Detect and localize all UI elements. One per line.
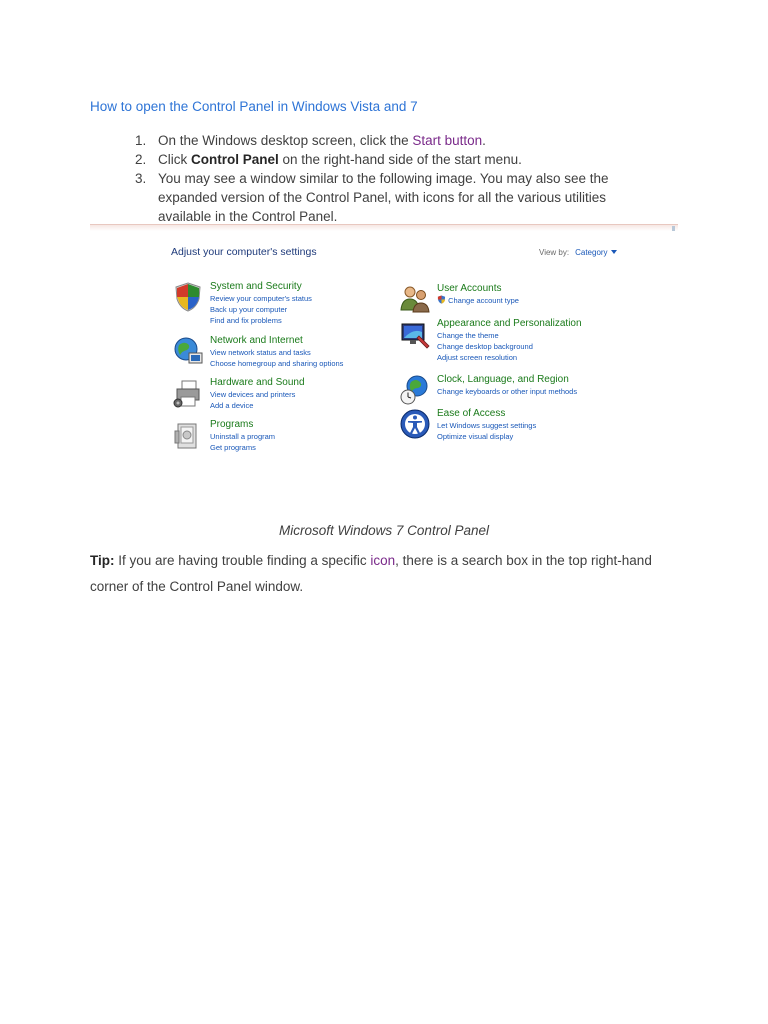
window-top-band <box>90 225 678 231</box>
page-heading: How to open the Control Panel in Windows Vista and 7 <box>90 99 418 114</box>
view-by-label: View by: <box>539 248 570 257</box>
category-link[interactable] <box>437 295 519 306</box>
start-button-link[interactable]: Start button <box>412 133 483 148</box>
clock-globe-icon <box>399 374 431 406</box>
category-title[interactable]: Programs <box>210 419 254 430</box>
category-link[interactable]: Get programs <box>210 443 256 452</box>
view-by-value[interactable]: Category <box>575 248 608 257</box>
list-item <box>90 169 650 226</box>
category-link[interactable]: Change desktop background <box>437 342 533 351</box>
category-link[interactable]: Change the theme <box>437 331 499 340</box>
tip-text: If you are having trouble finding a specific <box>114 553 371 568</box>
step-number: 2. <box>135 152 147 167</box>
category-link[interactable]: Let Windows suggest settings <box>437 421 537 430</box>
category-title[interactable]: Appearance and Personalization <box>437 318 582 329</box>
category-title[interactable]: Hardware and Sound <box>210 377 305 388</box>
icon-link[interactable]: icon <box>370 553 396 568</box>
category-link[interactable]: Choose homegroup and sharing options <box>210 359 344 368</box>
category-title[interactable]: System and Security <box>210 281 302 292</box>
figure-caption: Microsoft Windows 7 Control Panel <box>279 523 489 538</box>
printer-icon <box>172 377 204 409</box>
control-panel-title: Adjust your computer's settings <box>171 246 317 258</box>
category-link[interactable]: View network status and tasks <box>210 348 311 357</box>
view-by-control[interactable] <box>539 248 617 257</box>
step-number: 3. <box>135 171 147 186</box>
category-link[interactable]: Add a device <box>210 401 254 410</box>
step-text: You may see a window similar to the following image. You may also see the expanded version of the Control Panel, with icons for all the various utilities available in the Control Panel. <box>158 171 609 224</box>
tip-text: , there is a search box in the top right-hand corner of the Control Panel window. <box>90 553 652 594</box>
globe-network-icon <box>172 335 204 367</box>
list-item <box>90 131 650 150</box>
step-text: Click <box>158 152 191 167</box>
category-title[interactable]: Clock, Language, and Region <box>437 374 569 385</box>
category-link[interactable]: Find and fix problems <box>210 316 282 325</box>
window-edge-mark <box>672 226 675 231</box>
shield-icon <box>172 281 204 313</box>
tip-label: Tip: <box>90 553 115 568</box>
shield-icon <box>437 295 446 304</box>
category-link-text[interactable]: Change account type <box>448 296 519 305</box>
step-text: On the Windows desktop screen, click the <box>158 133 413 148</box>
category-link[interactable]: Back up your computer <box>210 305 288 314</box>
category-title[interactable]: Network and Internet <box>210 335 303 346</box>
monitor-icon <box>399 318 431 350</box>
ease-of-access-icon <box>399 408 431 440</box>
programs-icon <box>172 419 204 451</box>
step-number: 1. <box>135 133 147 148</box>
chevron-down-icon <box>611 250 617 254</box>
step-text: on the right-hand side of the start menu. <box>278 152 522 167</box>
category-title[interactable]: Ease of Access <box>437 408 506 419</box>
category-link[interactable]: Uninstall a program <box>210 432 276 441</box>
control-panel-screenshot <box>90 224 678 465</box>
users-icon <box>399 283 431 315</box>
category-link[interactable]: Review your computer's status <box>210 294 312 303</box>
step-text: . <box>482 133 486 148</box>
tip-paragraph <box>90 548 680 600</box>
list-item <box>90 150 650 169</box>
category-link[interactable]: Change keyboards or other input methods <box>437 387 578 396</box>
control-panel-bold: Control Panel <box>191 152 279 167</box>
steps-list <box>90 131 650 226</box>
category-title[interactable]: User Accounts <box>437 283 502 294</box>
category-link[interactable]: Adjust screen resolution <box>437 353 518 362</box>
category-link[interactable]: Optimize visual display <box>437 432 514 441</box>
category-link[interactable]: View devices and printers <box>210 390 296 399</box>
